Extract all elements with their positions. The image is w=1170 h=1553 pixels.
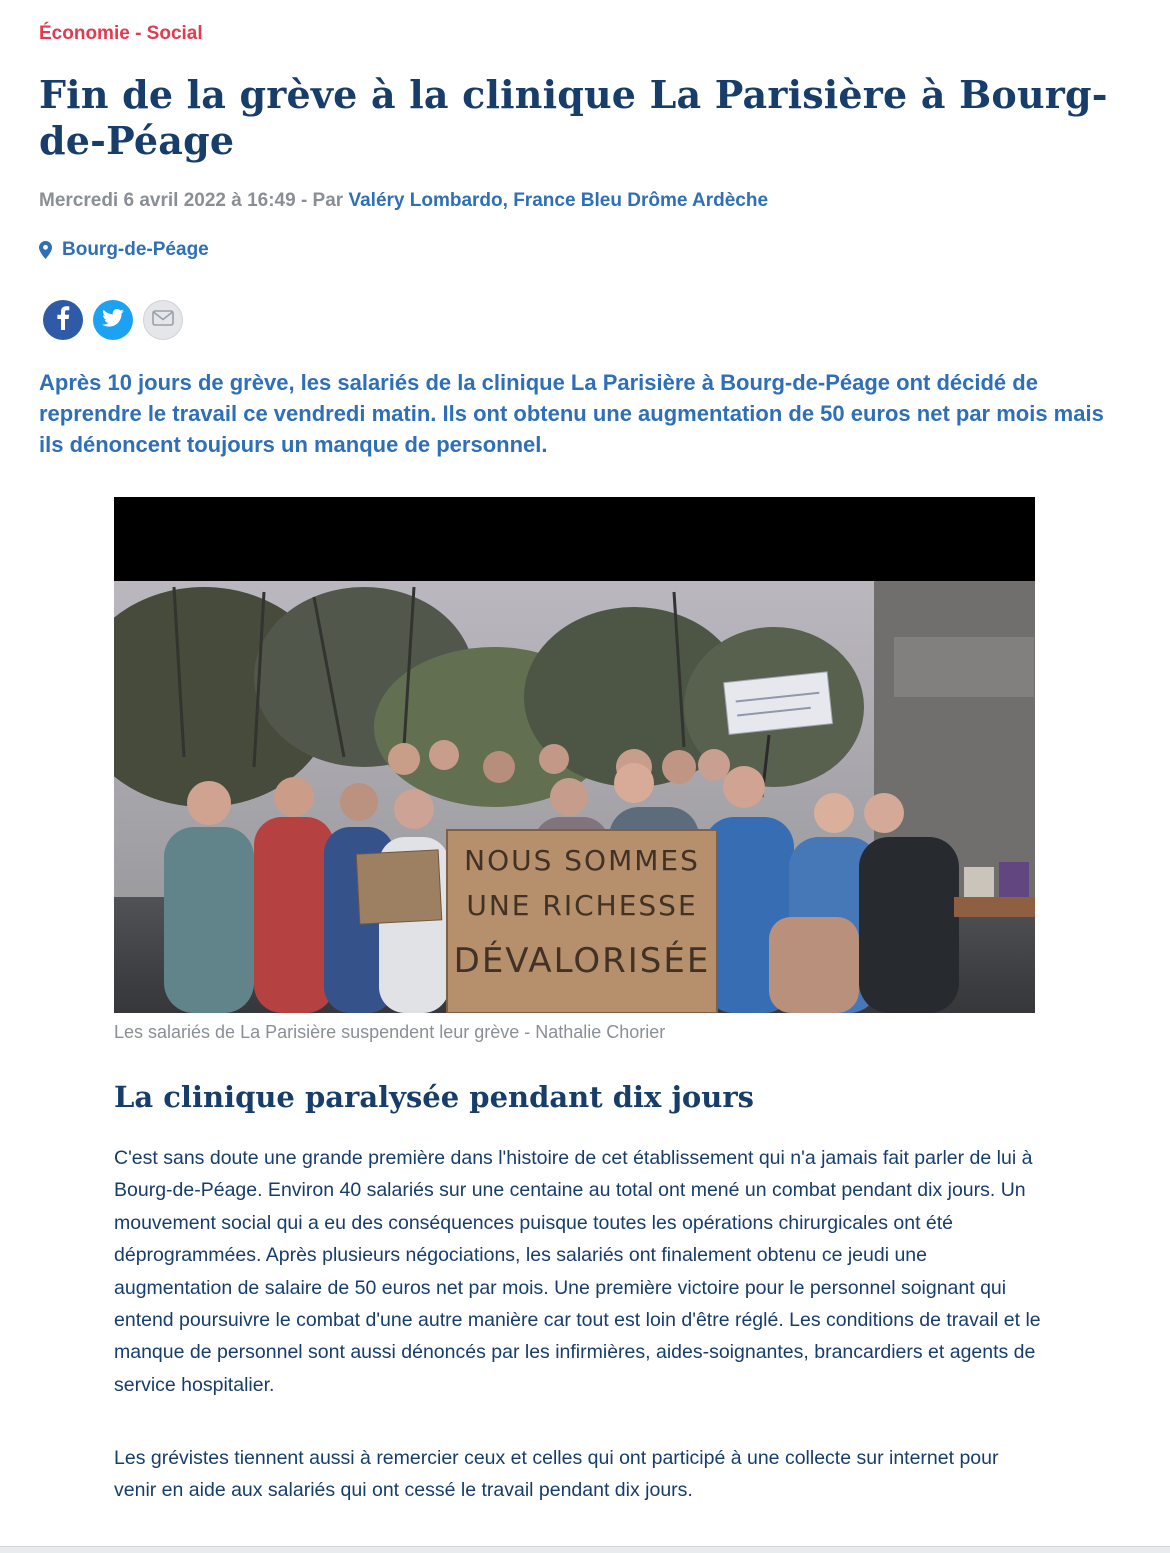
body-paragraph-1: C'est sans doute une grande première dans l'histoire de cet établissement qui n'a jamais fait parler de lui à Bourg-de-Péage. Environ 40 salariés sur une centaine au total ont mené un combat pendant dix jours. Un mouvement social qui a eu des conséquences puisque toutes les opérations chirurgicales ont été déprogrammées. Après plusieurs négociations, les salariés ont finalement obtenu ce jeudi une augmentation de salaire de 50 euros net par mois. Une première victoire pour le personnel soignant qui entend poursuivre le combat d'une autre manière car tout est loin d'être réglé. Les conditions de travail et le manque de personnel sont aussi dénoncés par les infirmières, aides-soignantes, brancardiers et agents de service hospitalier.: [114, 1147, 1041, 1396]
share-bar: [43, 300, 183, 340]
byline: [39, 190, 768, 212]
facebook-icon: [56, 306, 70, 335]
photo-caption: Les salariés de La Parisière suspendent leur grève - Nathalie Chorier: [114, 1022, 666, 1042]
sign-text-line-2: UNE RICHESSE: [466, 889, 698, 922]
location-label: Bourg-de-Péage: [62, 239, 209, 260]
publish-date: Mercredi 6 avril 2022 à 16:49 - Par: [39, 190, 349, 211]
sign-text-line-1: NOUS SOMMES: [464, 844, 700, 877]
facebook-share-button[interactable]: [43, 300, 83, 340]
sign-text-line-3: DÉVALORISÉE: [453, 941, 711, 981]
body-paragraph-2: Les grévistes tiennent aussi à remercier ceux et celles qui ont participé à une collecte sur internet pour venir en aide aux salariés qui ont cessé le travail pendant dix jours.: [114, 1447, 999, 1502]
article-title: Fin de la grève à la clinique La Parisière à Bourg-de-Péage: [39, 72, 1108, 163]
article-photo: [114, 497, 1035, 1013]
email-share-button[interactable]: [143, 300, 183, 340]
location-pin-icon: [39, 241, 52, 259]
twitter-share-button[interactable]: [93, 300, 133, 340]
location-tag[interactable]: [39, 239, 209, 261]
author-link[interactable]: Valéry Lombardo, France Bleu Drôme Ardèche: [348, 190, 769, 211]
article-lede: Après 10 jours de grève, les salariés de la clinique La Parisière à Bourg-de-Péage ont décidé de reprendre le travail ce vendredi matin. Ils ont obtenu une augmentation de 50 euros net par mois mais ils dénoncent toujours un manque de personnel.: [39, 370, 1104, 457]
twitter-icon: [102, 309, 124, 332]
mail-icon: [152, 310, 174, 331]
section-heading: La clinique paralysée pendant dix jours: [114, 1080, 754, 1114]
category-link[interactable]: Économie - Social: [39, 23, 203, 44]
